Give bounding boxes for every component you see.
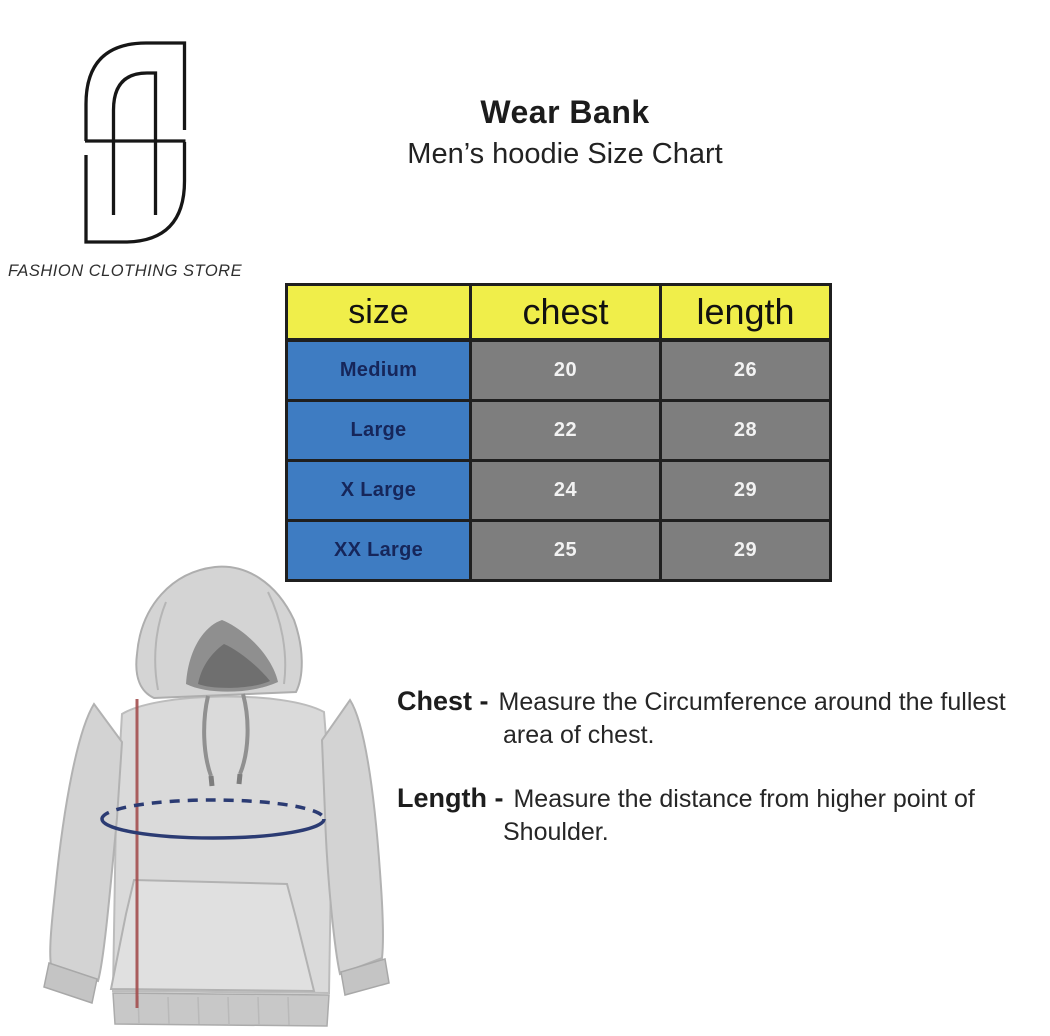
chest-note-line2: area of chest. xyxy=(503,721,655,749)
table-row-large xyxy=(287,401,831,461)
column-header-size: size xyxy=(287,285,471,341)
chest-note-text: Measure the Circumference around the fullest xyxy=(498,688,1006,716)
brand-caption: FASHION CLOTHING STORE xyxy=(8,262,243,280)
hoodie-pocket xyxy=(111,880,314,991)
page-subtitle: Men’s hoodie Size Chart xyxy=(407,138,723,170)
size-label-cell: Large xyxy=(287,401,471,461)
chest-value-cell: 20 xyxy=(471,340,661,401)
column-header-length: length xyxy=(661,285,831,341)
hoodie-right-sleeve xyxy=(322,700,383,974)
length-note-term: Length - xyxy=(397,783,504,813)
size-label-cell: X Large xyxy=(287,461,471,521)
chest-value-cell: 22 xyxy=(471,401,661,461)
brand-logo-icon xyxy=(80,36,192,251)
length-note xyxy=(397,783,975,847)
chest-value-cell: 25 xyxy=(471,521,661,581)
table-row-medium xyxy=(287,340,831,401)
hoodie-left-sleeve xyxy=(50,704,122,981)
length-note-text: Measure the distance from higher point of xyxy=(513,785,975,813)
size-label-cell: Medium xyxy=(287,340,471,401)
length-value-cell: 29 xyxy=(661,461,831,521)
length-value-cell: 29 xyxy=(661,521,831,581)
chest-note xyxy=(397,686,1006,750)
title-block xyxy=(300,94,830,171)
hoodie-hem xyxy=(113,993,329,1026)
length-note-line2: Shoulder. xyxy=(503,818,609,846)
hoodie-illustration xyxy=(38,562,403,1036)
size-label-cell: XX Large xyxy=(287,521,471,581)
length-note-line1 xyxy=(397,783,975,814)
chest-value-cell: 24 xyxy=(471,461,661,521)
header-row xyxy=(287,285,831,341)
table-row-x-large xyxy=(287,461,831,521)
length-value-cell: 26 xyxy=(661,340,831,401)
chest-note-term: Chest - xyxy=(397,686,489,716)
logo-inner-arch xyxy=(114,73,156,215)
page-title: Wear Bank xyxy=(480,94,650,130)
logo-bottom-hook xyxy=(86,142,185,242)
column-header-chest: chest xyxy=(471,285,661,341)
size-chart-table xyxy=(285,283,832,582)
length-value-cell: 28 xyxy=(661,401,831,461)
chest-note-line1 xyxy=(397,686,1006,717)
logo-top-hook xyxy=(86,43,185,141)
